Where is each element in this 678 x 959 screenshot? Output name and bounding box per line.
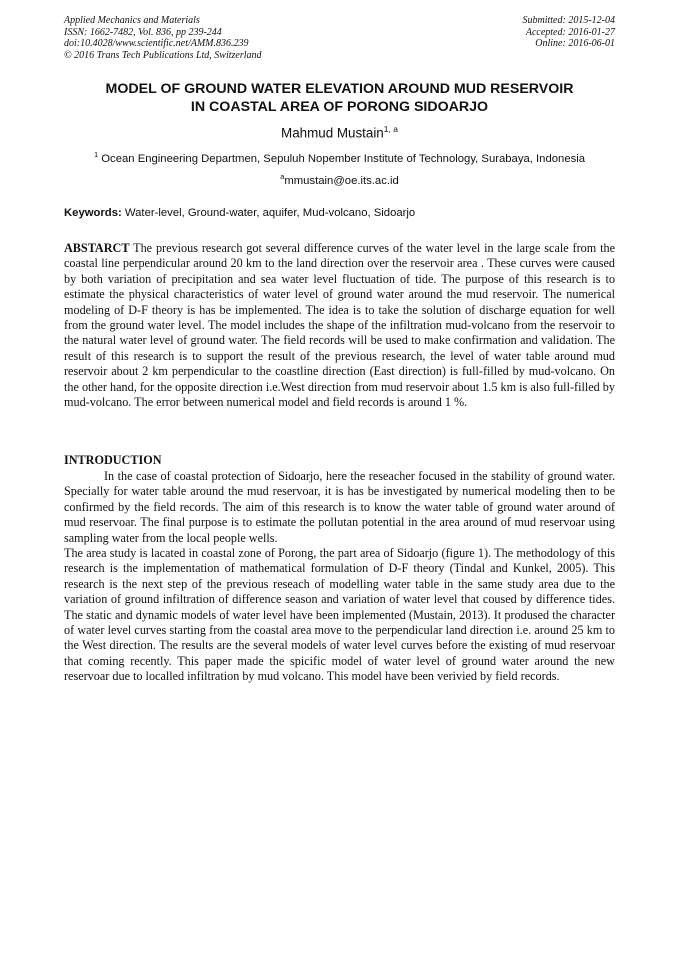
introduction-paragraph-1: In the case of coastal protection of Sidoarjo, here the reseacher focused in the stability of ground water. Specially for water table around the mud reservoar, it is has be investigated by numerical modeling then to be confirmed by the field records. The aim of this research is to know the water table of ground water around of mud reservoar. The final purpose is to estimate the pollutan potential in the area around of mud reservoar using sampling water from the local people wells. [64, 469, 615, 545]
abstract-text: The previous research got several difference curves of the water level in the large scale from the coastal line perpendicular around 20 km to the land direction over the reservoir area . These curves were caused by both variation of precipitation and sea water level fluctuation of tide. The purpose of this research is to estimate the physical characteristics of water level of ground water around the mud reservoir. The numerical modeling of D-F theory is has be implemented. The idea is to take the solution of discharge equation for well from the ground water level. The model includes the shape of the infiltration mud-volcano from the reservoir to the natural water level of ground water. The field records will be used to make confirmation and validation. The result of this research is to support the result of the previous research, the level of water table around mud reservoir about 2 km perpendicular to the coastline direction (East direction) is full-filled by mud-volcano. On the other hand, for the opposite direction i.e.West direction from mud reservoir about 1.5 km is also full-filled by mud-volcano. The error between numerical model and field records is around 1 %. [64, 241, 616, 410]
affiliation-text: Ocean Engineering Departmen, Sepuluh Nopember Institute of Technology, Surabaya, Indonesia [101, 152, 586, 165]
author-line [64, 124, 615, 140]
introduction-heading: INTRODUCTION [64, 453, 162, 467]
email-sup: a [280, 172, 285, 181]
author-email [64, 172, 615, 187]
affiliation-sup: 1 [93, 150, 99, 159]
email-text: mmustain@oe.its.ac.id [284, 174, 399, 187]
online-date: Online: 2016-06-01 [535, 38, 615, 49]
accepted-date: Accepted: 2016-01-27 [525, 26, 615, 38]
journal-doi: doi:10.4028/www.scientific.net/AMM.836.239 [64, 38, 249, 49]
paper-title [64, 80, 615, 116]
author-name: Mahmud Mustain [281, 125, 384, 141]
paper-title-line-1: MODEL OF GROUND WATER ELEVATION AROUND MUD RESERVOIR [105, 81, 574, 97]
introduction-body [64, 469, 615, 685]
journal-info [64, 15, 262, 61]
submitted-date: Submitted: 2015-12-04 [522, 15, 615, 26]
introduction-paragraph-2: The area study is lacated in coastal zone of Porong, the part area of Sidoarjo (figure 1). The methodology of this research is the implementation of mathematical formulation of D-F theory (Tindal and Kunkel, 2005). This research is the next step of the previous reseach of modelling water table in the same study area due to the variation of ground infiltration of difference season and variation of water level that coused by difference tides. The static and dynamic models of water level have been implemented (Mustain, 2013). It prodused the character of water level curves starting from the coastal area move to the perpendicular land direction i.e. around 25 km to the West direction. The results are the several models of water level curves before the existing of mud reservoar that coming recently. This paper made the spicific model of water level of ground water around the new reservoar due to localled infiltration by mud volcano. This model have been verivied by field records. [64, 546, 615, 684]
affiliation [64, 150, 615, 165]
journal-copyright: © 2016 Trans Tech Publications Ltd, Switzerland [64, 49, 262, 61]
keywords-label: Keywords: [64, 207, 122, 219]
keywords [64, 207, 615, 219]
publication-dates [523, 15, 616, 50]
author-sup: 1, a [383, 124, 398, 134]
abstract-label: ABSTARCT [64, 241, 130, 255]
abstract [64, 241, 615, 410]
journal-name: Applied Mechanics and Materials [64, 15, 200, 26]
keywords-text: Water-level, Ground-water, aquifer, Mud-volcano, Sidoarjo [124, 207, 416, 219]
paper-title-line-2: IN COASTAL AREA OF PORONG SIDOARJO [190, 99, 489, 115]
journal-issn: ISSN: 1662-7482, Vol. 836, pp 239-244 [64, 26, 222, 38]
